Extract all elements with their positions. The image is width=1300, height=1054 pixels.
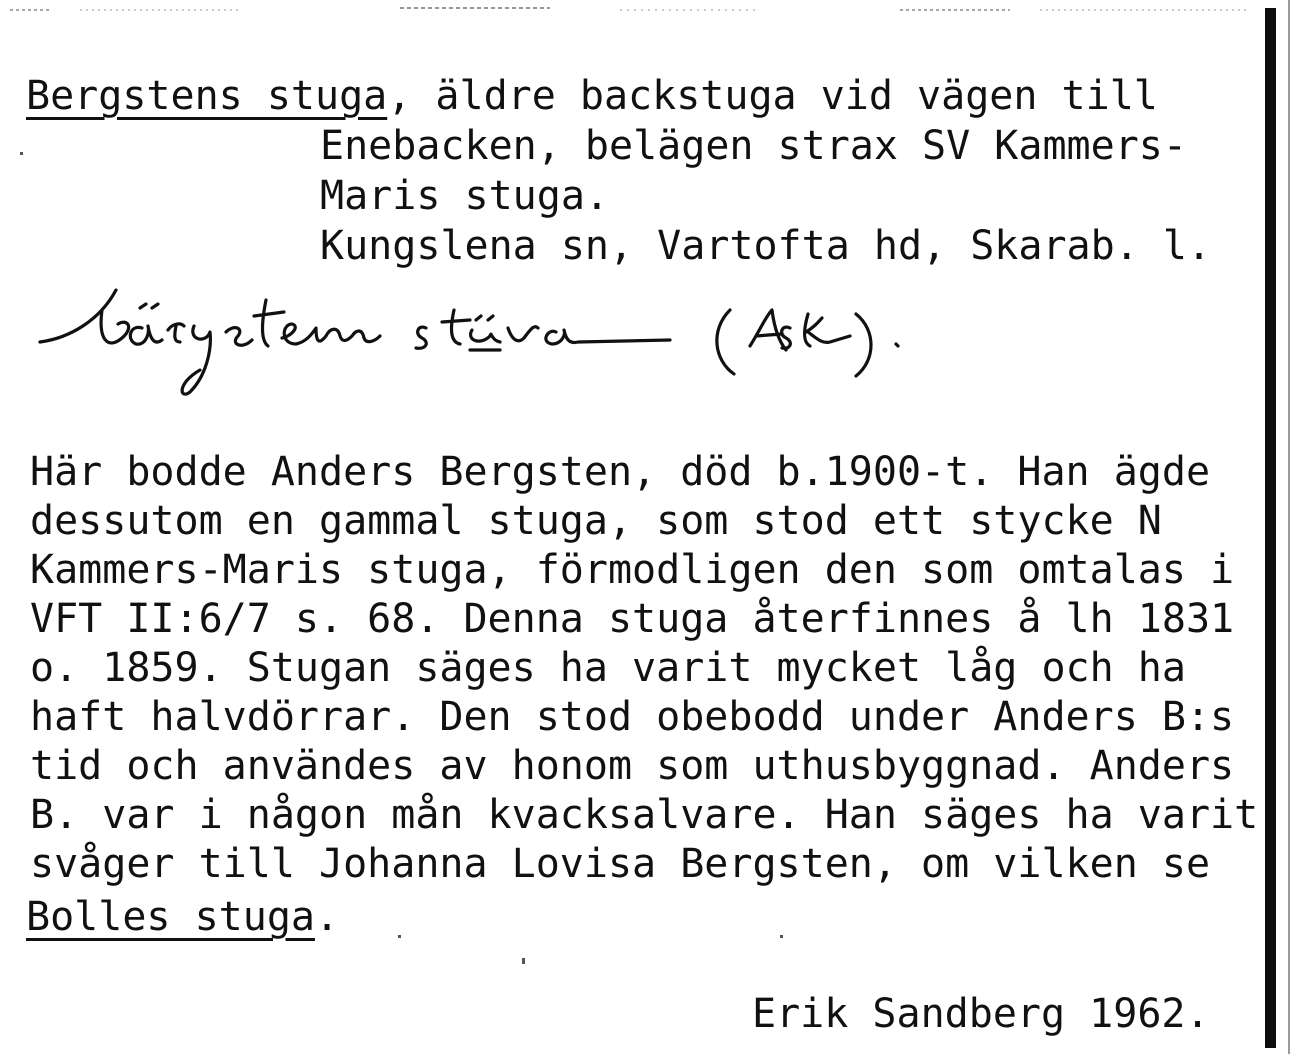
handwritten-note bbox=[30, 280, 930, 410]
header-title-rest: , äldre backstuga vid vägen till bbox=[387, 73, 1158, 119]
header-title-line bbox=[26, 72, 1158, 120]
body-line-1: Här bodde Anders Bergsten, död b.1900-t. Han ägde bbox=[30, 449, 1211, 495]
scan-speck bbox=[20, 152, 23, 155]
header-line-3: Kungslena sn, Vartofta hd, Skarab. l. bbox=[320, 223, 1212, 269]
body-line-4: VFT II:6/7 s. 68. Denna stuga återfinnes å lh 1831 bbox=[30, 596, 1235, 642]
scan-speck bbox=[780, 935, 783, 938]
card-right-border bbox=[1265, 8, 1276, 1048]
body-line-6: haft halvdörrar. Den stod obebodd under Anders B:s bbox=[30, 694, 1235, 740]
cross-reference: Bolles stuga bbox=[26, 894, 315, 940]
body-line-5: o. 1859. Stugan säges ha varit mycket låg och ha bbox=[30, 645, 1186, 691]
body-line-9: svåger till Johanna Lovisa Bergsten, om vilken se bbox=[30, 841, 1211, 887]
body-line-2: dessutom en gammal stuga, som stod ett stycke N bbox=[30, 498, 1162, 544]
top-edge-marks bbox=[0, 6, 1260, 14]
scan-speck bbox=[398, 935, 401, 938]
body-line-8: B. var i någon mån kvacksalvare. Han säges ha varit bbox=[30, 792, 1259, 838]
scan-speck bbox=[522, 958, 525, 964]
body-line-10 bbox=[26, 893, 339, 941]
body-line-10-rest: . bbox=[314, 894, 340, 940]
card-right-edge-shadow bbox=[1288, 0, 1290, 1054]
header-line-1: Enebacken, belägen strax SV Kammers- bbox=[320, 123, 1187, 169]
header-line-2: Maris stuga. bbox=[320, 173, 609, 219]
signature: Erik Sandberg 1962. bbox=[752, 991, 1210, 1037]
place-name: Bergstens stuga bbox=[26, 73, 388, 119]
body-line-3: Kammers-Maris stuga, förmodligen den som omtalas i bbox=[30, 547, 1235, 593]
body-line-7: tid och användes av honom som uthusbyggnad. Anders bbox=[30, 743, 1235, 789]
